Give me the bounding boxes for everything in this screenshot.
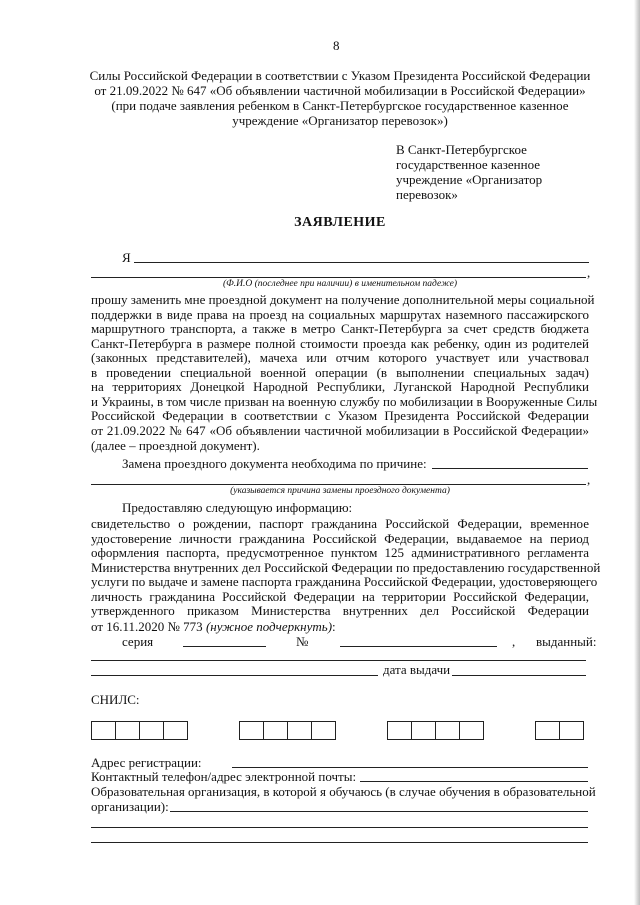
snils-digit-box[interactable] xyxy=(163,721,188,740)
snils-digit-box[interactable] xyxy=(411,721,436,740)
body-line: Санкт-Петербурга в размере полной стоимости проезда как ребенку, один из родителей xyxy=(91,335,589,351)
page-number: 8 xyxy=(333,38,340,53)
docs-line: личность гражданина Российской Федерации на территории Российской Федерации, xyxy=(91,588,589,604)
docs-line: свидетельство о рождении, паспорт гражданина Российской Федерации, временное xyxy=(91,516,589,531)
body-line: прошу заменить мне проездной документ на получение дополнительной меры социальной xyxy=(91,292,595,307)
snils-digit-box[interactable] xyxy=(239,721,264,740)
snils-digit-box[interactable] xyxy=(459,721,484,740)
body-line: и Украины, в том числе призван на военную службу по мобилизации в Вооруженные Силы xyxy=(91,393,598,409)
page-title: ЗАЯВЛЕНИЕ xyxy=(294,215,386,230)
address-input-line[interactable] xyxy=(232,767,588,768)
reason-hint: (указывается причина замены проездного документа) xyxy=(230,486,450,496)
docs-line: оформления паспорта, предусмотренное пунктом 125 административного регламента xyxy=(91,545,589,560)
snils-label: СНИЛС: xyxy=(91,692,140,707)
snils-digit-box[interactable] xyxy=(287,721,312,740)
body-line: в проведении специальной военной операции (в выполнении специальных задач) xyxy=(91,364,589,380)
contact-input-line[interactable] xyxy=(360,781,588,782)
issue-date-input-line[interactable] xyxy=(452,675,586,676)
issued-label: выданный: xyxy=(536,634,597,649)
docs-last-line xyxy=(91,619,336,634)
edu-input-line-3[interactable] xyxy=(91,842,588,843)
address-label: Адрес регистрации: xyxy=(91,755,202,770)
snils-digit-box[interactable] xyxy=(263,721,288,740)
docs-last-colon: : xyxy=(332,618,336,634)
comma: , xyxy=(587,265,591,280)
provide-label: Предоставляю следующую информацию: xyxy=(122,500,353,515)
body-line: от 21.09.2022 № 647 «Об объявлении частичной мобилизации в Российской Федерации» xyxy=(91,422,589,438)
body-line: на территориях Донецкой Народной Республики, Луганской Народной Республики xyxy=(91,379,589,394)
header-line: (при подаче заявления ребенком в Санкт-Петербургское государственное казенное xyxy=(111,98,569,113)
edu-label-2: организации): xyxy=(91,799,169,814)
number-label: № xyxy=(296,634,309,649)
fio-input-line-2[interactable] xyxy=(91,277,586,278)
snils-digit-box[interactable] xyxy=(559,721,584,740)
docs-line: Министерства внутренних дел Российской Федерации по предоставлению государственной xyxy=(91,559,601,575)
snils-digit-box[interactable] xyxy=(535,721,560,740)
series-label: серия xyxy=(122,634,154,649)
contact-label: Контактный телефон/адрес электронной почты: xyxy=(91,769,357,784)
snils-digit-box[interactable] xyxy=(91,721,116,740)
reason-input-line[interactable] xyxy=(432,468,588,469)
snils-digit-box[interactable] xyxy=(387,721,412,740)
body-line: поддержки в виде права на проезд на социальных маршрутах наземного пассажирского xyxy=(91,306,589,322)
body-line: маршрутного транспорта, а также в метро Санкт-Петербурга за счет средств бюджета xyxy=(91,321,589,336)
snils-digit-box[interactable] xyxy=(139,721,164,740)
comma: , xyxy=(512,634,516,649)
docs-line: услуги по выдаче и замене паспорта гражданина Российской Федерации, удостоверяющего xyxy=(91,574,598,589)
body-line: (законных представителей), мачеха или отчим которого участвует или участвовал xyxy=(91,350,589,365)
snils-digit-box[interactable] xyxy=(435,721,460,740)
issue-date-label: дата выдачи xyxy=(383,662,451,677)
addressee-line: перевозок» xyxy=(396,187,458,202)
issued-by-input-line[interactable] xyxy=(91,660,586,661)
addressee-line: учреждение «Организатор xyxy=(396,172,543,187)
edu-input-line-2[interactable] xyxy=(91,827,588,828)
edu-input-line[interactable] xyxy=(170,811,588,812)
reason-input-line-2[interactable] xyxy=(91,484,586,485)
docs-line: удостоверение личности гражданина Российской Федерации, выдаваемое на период xyxy=(91,530,589,546)
docs-line: утвержденного приказом Министерства внутренних дел Российской Федерации xyxy=(91,603,589,618)
fio-input-line[interactable] xyxy=(134,262,589,263)
header-line: Силы Российской Федерации в соответствии с Указом Президента Российской Федерации xyxy=(89,68,591,83)
ya-label: Я xyxy=(122,250,131,265)
series-input-line[interactable] xyxy=(183,646,266,647)
addressee-line: государственное казенное xyxy=(396,157,541,172)
docs-last-text: от 16.11.2020 № 773 xyxy=(91,618,203,634)
comma: , xyxy=(587,472,591,487)
reason-label: Замена проездного документа необходима по причине: xyxy=(122,456,427,471)
snils-digit-box[interactable] xyxy=(311,721,336,740)
scan-edge-shadow xyxy=(634,0,640,905)
number-input-line[interactable] xyxy=(340,646,497,647)
snils-digit-box[interactable] xyxy=(115,721,140,740)
docs-last-italic: (нужное подчеркнуть) xyxy=(205,618,333,634)
header-line: учреждение «Организатор перевозок») xyxy=(232,113,448,128)
fio-hint: (Ф.И.О (последнее при наличии) в именительном падеже) xyxy=(222,279,458,289)
header-line: от 21.09.2022 № 647 «Об объявлении частичной мобилизации в Российской Федерации» xyxy=(94,83,586,98)
addressee-line: В Санкт-Петербургское xyxy=(396,142,527,157)
edu-label: Образовательная организация, в которой я обучаюсь (в случае обучения в образовательной xyxy=(91,784,596,799)
body-line: Российской Федерации в соответствии с Указом Президента Российской Федерации xyxy=(91,408,589,423)
issued-by-input-line-2[interactable] xyxy=(91,675,378,676)
body-line-last: (далее – проездной документ). xyxy=(91,438,260,453)
